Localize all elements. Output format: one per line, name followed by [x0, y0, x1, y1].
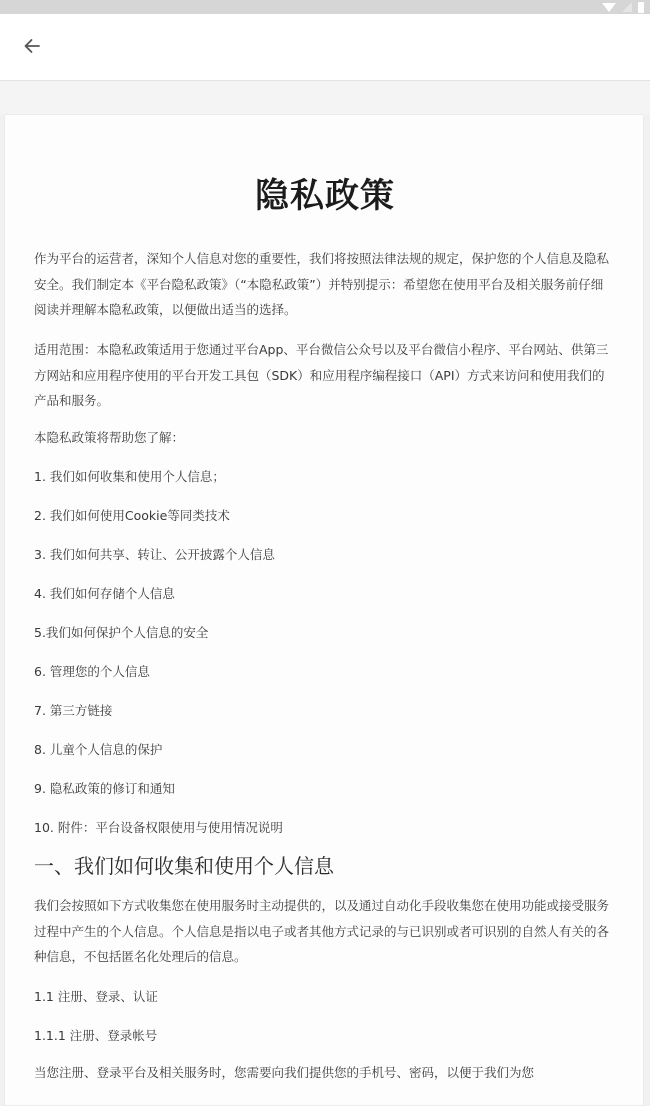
status-icons: [602, 0, 644, 14]
intro-paragraph: 作为平台的运营者，深知个人信息对您的重要性，我们将按照法律法规的规定，保护您的个人信息及隐私安全。我们制定本《平台隐私政策》（“本隐私政策”）并特别提示：希望您在使用平台及相关服务前仔细阅读并理解本隐私政策，以便做出适当的选择。: [34, 251, 610, 317]
app-bar: [0, 14, 650, 81]
section-paragraph: 我们会按照如下方式收集您在使用服务时主动提供的，以及通过自动化手段收集您在使用功能或接受服务过程中产生的个人信息。个人信息是指以电子或者其他方式记录的与已识别或者可识别的自然人有关的各种信息，不包括匿名化处理后的信息。: [34, 898, 610, 964]
toc-item: 5.我们如何保护个人信息的安全: [34, 625, 209, 640]
section-heading: 一、我们如何收集和使用个人信息: [34, 854, 334, 878]
toc-item: 6. 管理您的个人信息: [34, 664, 150, 679]
signal-icon: [622, 2, 632, 12]
header-spacer: [0, 81, 650, 114]
battery-icon: [638, 2, 644, 13]
toc-item: 8. 儿童个人信息的保护: [34, 742, 163, 757]
toc-item: 10. 附件：平台设备权限使用与使用情况说明: [34, 820, 283, 835]
body-text: 当您注册、登录平台及相关服务时，您需要向我们提供您的手机号、密码，以便于我们为您: [34, 1065, 535, 1080]
toc-item: 2. 我们如何使用Cookie等同类技术: [34, 508, 230, 523]
subsection-heading: 1.1 注册、登录、认证: [34, 989, 158, 1004]
scope-paragraph: 适用范围：本隐私政策适用于您通过平台App、平台微信公众号以及平台微信小程序、平台网站、供第三方网站和应用程序使用的平台开发工具包（SDK）和应用程序编程接口（API）方式来访问和使用我们的产品和服务。: [34, 342, 609, 408]
toc-item: 7. 第三方链接: [34, 703, 113, 718]
subsection-heading: 1.1.1 注册、登录帐号: [34, 1028, 158, 1043]
back-button[interactable]: [14, 28, 50, 64]
toc-item: 1. 我们如何收集和使用个人信息；: [34, 469, 225, 484]
status-bar: [0, 0, 650, 14]
wifi-icon: [602, 3, 616, 12]
toc-item: 4. 我们如何存储个人信息: [34, 586, 175, 601]
page-title: 隐私政策: [255, 176, 395, 216]
toc-item: 3. 我们如何共享、转让、公开披露个人信息: [34, 547, 275, 562]
toc-intro: 本隐私政策将帮助您了解：: [34, 430, 185, 445]
arrow-left-icon: [22, 36, 42, 56]
toc-item: 9. 隐私政策的修订和通知: [34, 781, 175, 796]
